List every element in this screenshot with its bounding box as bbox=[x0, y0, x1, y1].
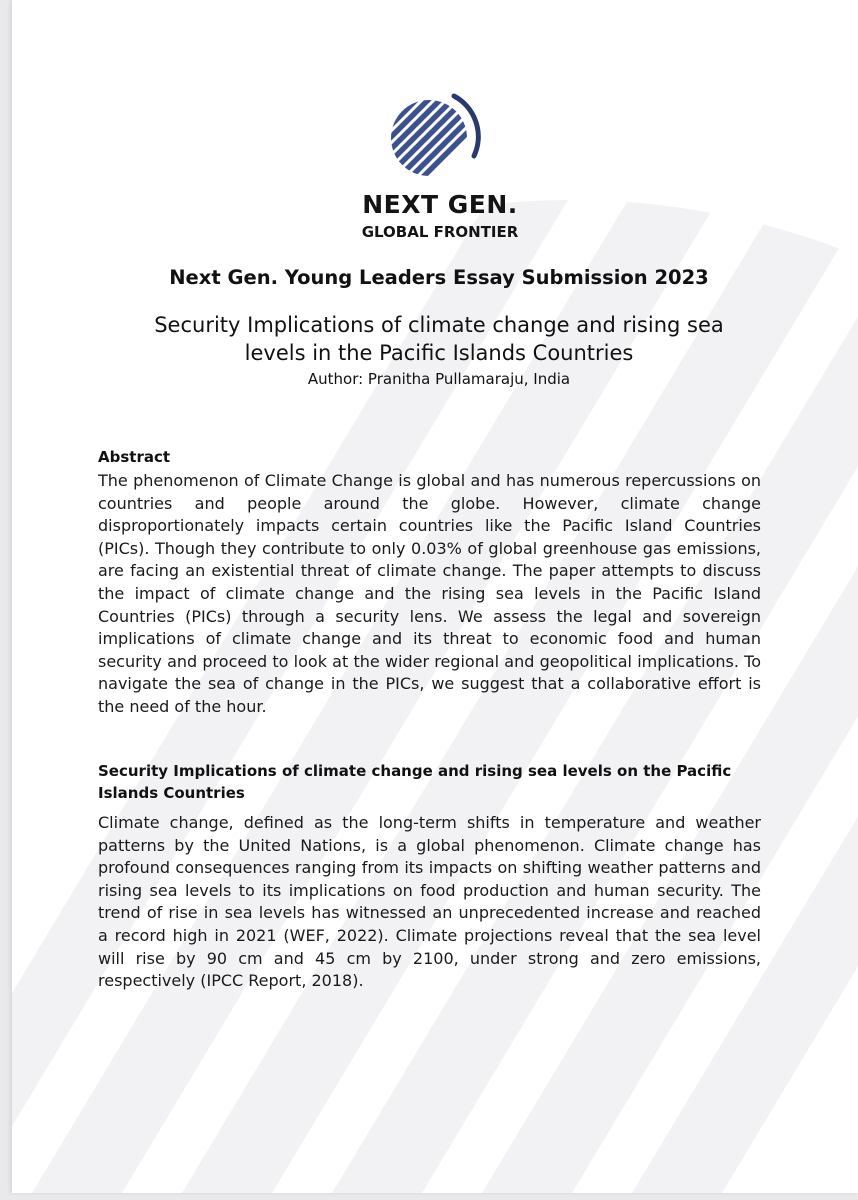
brand-logo bbox=[340, 80, 540, 245]
section-paragraph: Climate change, defined as the long-term shifts in temperature and weather patterns by the United Nations, is a global phenomenon. Climate change has profound consequences ranging from its impacts on shifting weather patterns and rising sea levels to its implications on food production and human security. The trend of rise in sea levels has witnessed an unprecedented increase and reached a record high in 2021 (WEF, 2022). Climate projections reveal that the sea level will rise by 90 cm and 45 cm by 2100, under strong and zero emissions, respectively (IPCC Report, 2018). bbox=[98, 813, 761, 991]
essay-title-line-2: levels in the Pacific Islands Countries bbox=[244, 341, 634, 365]
document-page bbox=[12, 0, 858, 1193]
striped-circle-logo-icon bbox=[384, 88, 494, 188]
brand-tagline: GLOBAL FRONTIER bbox=[361, 223, 519, 241]
essay-title-line-1: Security Implications of climate change and rising sea bbox=[154, 313, 724, 337]
abstract-heading: Abstract bbox=[98, 448, 171, 466]
author-line: Author: Pranitha Pullamaraju, India bbox=[307, 370, 571, 388]
abstract-paragraph: The phenomenon of Climate Change is global and has numerous repercussions on countries and people around the globe. However, climate change disproportionately impacts certain countries like the Pacific Island Countries (PICs). Though they contribute to only 0.03% of global greenhouse gas emissions, are facing an existential threat of climate change. The paper attempts to discuss the impact of climate change and the rising sea levels in the Pacific Island Countries (PICs) through a security lens. We assess the legal and sovereign implications of climate change and its threat to economic food and human security and proceed to look at the wider regional and geopolitical implications. To navigate the sea of change in the PICs, we suggest that a collaborative effort is the need of the hour. bbox=[98, 471, 761, 716]
section-heading-line-2: Islands Countries bbox=[98, 784, 245, 802]
section-heading-line-1: Security Implications of climate change and rising sea levels on the Pacific bbox=[98, 762, 732, 780]
brand-name: NEXT GEN. bbox=[362, 190, 518, 219]
submission-heading: Next Gen. Young Leaders Essay Submission 2023 bbox=[169, 266, 709, 289]
